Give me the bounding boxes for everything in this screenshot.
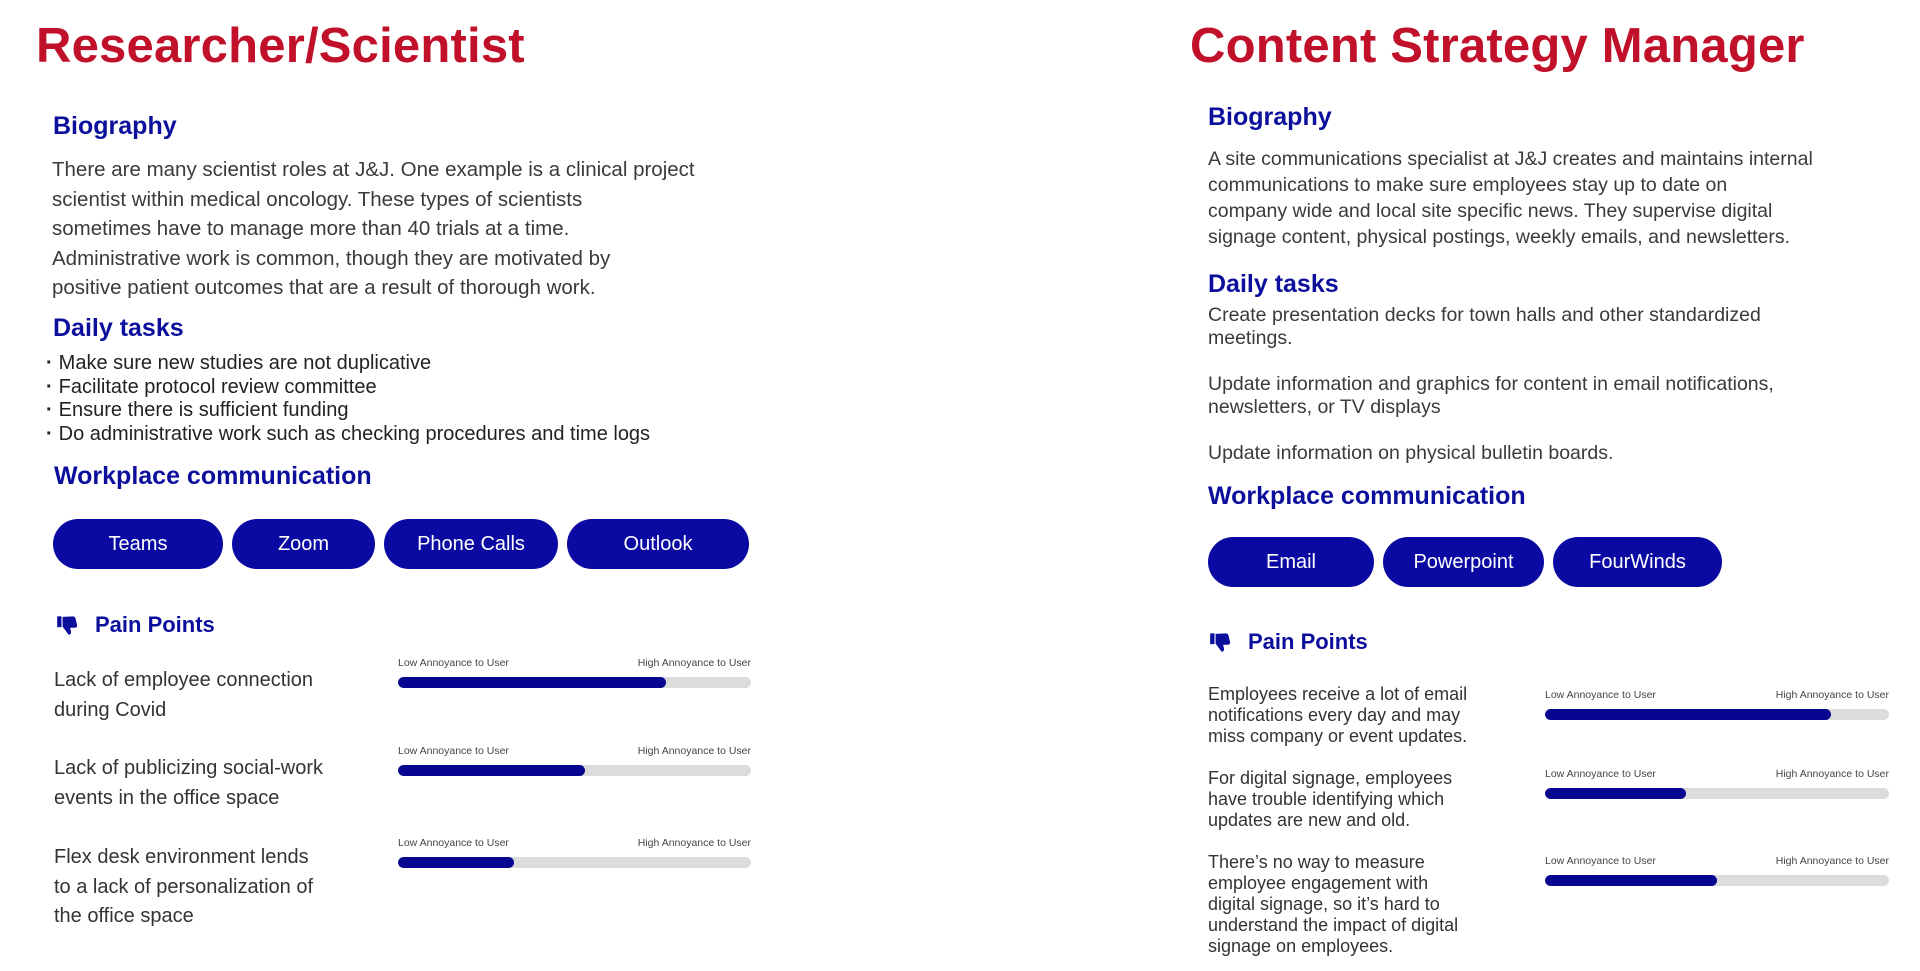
biography-line: Administrative work is common, though they are motivated by — [52, 246, 611, 270]
biography-line: sometimes have to manage more than 40 trials at a time. — [52, 217, 570, 240]
pain-point-text — [54, 666, 384, 725]
pain-points-heading: Pain Points — [95, 612, 215, 637]
daily-task — [1208, 304, 1913, 349]
chip-email[interactable]: Email — [1208, 537, 1374, 587]
biography-heading: Biography — [53, 112, 177, 140]
meter-low-label: Low Annoyance to User — [398, 657, 509, 669]
meter-low-label: Low Annoyance to User — [1545, 689, 1656, 701]
thumbs-down-icon — [55, 612, 81, 638]
biography-line: scientist within medical oncology. These types of scientists — [52, 187, 583, 211]
pain-point-line: For digital signage, employees — [1208, 768, 1453, 788]
list-item: · Facilitate protocol review committee — [46, 376, 650, 400]
chip-powerpoint[interactable]: Powerpoint — [1383, 537, 1544, 587]
pain-point-text — [54, 843, 384, 932]
meter-fill — [398, 857, 514, 868]
meter-low-label: Low Annoyance to User — [398, 837, 509, 849]
pain-point-line: signage on employees. — [1208, 936, 1394, 956]
biography-text — [1208, 146, 1913, 250]
pain-points-heading: Pain Points — [1248, 629, 1368, 654]
meter-fill — [1545, 875, 1717, 886]
meter-track — [1545, 875, 1889, 886]
pain-point-text — [54, 754, 384, 813]
pain-point-line: Lack of employee connection — [54, 669, 314, 691]
pain-point-line: Lack of publicizing social-work — [54, 757, 324, 779]
daily-task-line: Create presentation decks for town halls and other standardized — [1208, 304, 1761, 326]
meter-fill — [1545, 709, 1831, 720]
list-item: · Make sure new studies are not duplicative — [46, 352, 650, 376]
daily-task — [1208, 373, 1913, 418]
daily-tasks-heading: Daily tasks — [1208, 270, 1339, 298]
daily-task-line: Update information and graphics for content in email notifications, — [1208, 373, 1774, 395]
chip-zoom[interactable]: Zoom — [232, 519, 375, 569]
chip-teams[interactable]: Teams — [53, 519, 223, 569]
annoyance-meter — [1545, 689, 1889, 720]
list-item: · Do administrative work such as checking procedures and time logs — [46, 423, 650, 447]
daily-tasks-list — [46, 352, 650, 446]
biography-line: positive patient outcomes that are a result of thorough work. — [52, 276, 596, 299]
pain-point-line: events in the office space — [54, 786, 280, 809]
pain-point-line: during Covid — [54, 698, 167, 721]
annoyance-meter — [1545, 855, 1889, 886]
pain-point-line: have trouble identifying which — [1208, 789, 1445, 809]
daily-task — [1208, 442, 1913, 465]
meter-fill — [1545, 788, 1686, 799]
meter-fill — [398, 765, 585, 776]
meter-high-label: High Annoyance to User — [1775, 689, 1889, 701]
annoyance-meter — [398, 837, 751, 868]
pain-point-line: notifications every day and may — [1208, 705, 1461, 725]
pain-point-text — [1208, 768, 1508, 831]
daily-task-line: Update information on physical bulletin boards. — [1208, 442, 1614, 464]
pain-point-text — [1208, 852, 1508, 957]
pain-point-line: the office space — [54, 905, 194, 927]
meter-high-label: High Annoyance to User — [637, 657, 751, 669]
communication-tools — [53, 519, 749, 569]
communication-heading: Workplace communication — [1208, 482, 1526, 510]
chip-outlook[interactable]: Outlook — [567, 519, 749, 569]
biography-text — [52, 155, 812, 303]
meter-low-label: Low Annoyance to User — [1545, 768, 1656, 780]
annoyance-meter — [398, 657, 751, 688]
biography-line: signage content, physical postings, weekly emails, and newsletters. — [1208, 226, 1791, 248]
meter-track — [398, 857, 751, 868]
annoyance-meter — [398, 745, 751, 776]
list-item: · Ensure there is sufficient funding — [46, 399, 650, 423]
daily-task-line: meetings. — [1208, 326, 1293, 349]
meter-high-label: High Annoyance to User — [637, 745, 751, 757]
pain-point-line: to a lack of personalization of — [54, 875, 314, 898]
pain-point-line: digital signage, so it’s hard to — [1208, 894, 1440, 914]
meter-high-label: High Annoyance to User — [637, 837, 751, 849]
persona-title: Researcher/Scientist — [36, 19, 525, 73]
pain-point-line: miss company or event updates. — [1208, 726, 1468, 746]
daily-task-line: newsletters, or TV displays — [1208, 395, 1441, 418]
biography-line: A site communications specialist at J&J creates and maintains internal — [1208, 148, 1813, 170]
meter-fill — [398, 677, 666, 688]
pain-point-line: There’s no way to measure — [1208, 852, 1425, 872]
meter-high-label: High Annoyance to User — [1775, 855, 1889, 867]
communication-heading: Workplace communication — [54, 462, 372, 490]
biography-line: company wide and local site specific news. They supervise digital — [1208, 200, 1773, 222]
pain-point-line: Flex desk environment lends — [54, 846, 309, 868]
annoyance-meter — [1545, 768, 1889, 799]
communication-tools — [1208, 537, 1722, 587]
meter-track — [398, 765, 751, 776]
pain-points-header — [1208, 629, 1368, 655]
meter-track — [1545, 709, 1889, 720]
thumbs-down-icon — [1208, 629, 1234, 655]
meter-track — [1545, 788, 1889, 799]
pain-point-text — [1208, 684, 1508, 747]
biography-heading: Biography — [1208, 103, 1332, 131]
persona-title: Content Strategy Manager — [1190, 19, 1805, 73]
daily-tasks-heading: Daily tasks — [53, 314, 184, 342]
chip-fourwinds[interactable]: FourWinds — [1553, 537, 1722, 587]
meter-high-label: High Annoyance to User — [1775, 768, 1889, 780]
pain-point-line: understand the impact of digital — [1208, 915, 1459, 935]
pain-point-line: employee engagement with — [1208, 873, 1429, 893]
meter-track — [398, 677, 751, 688]
meter-low-label: Low Annoyance to User — [398, 745, 509, 757]
biography-line: communications to make sure employees stay up to date on — [1208, 174, 1728, 196]
pain-point-line: Employees receive a lot of email — [1208, 684, 1468, 704]
meter-low-label: Low Annoyance to User — [1545, 855, 1656, 867]
biography-line: There are many scientist roles at J&J. One example is a clinical project — [52, 158, 695, 181]
pain-points-header — [55, 612, 215, 638]
chip-phone-calls[interactable]: Phone Calls — [384, 519, 558, 569]
pain-point-line: updates are new and old. — [1208, 810, 1411, 830]
